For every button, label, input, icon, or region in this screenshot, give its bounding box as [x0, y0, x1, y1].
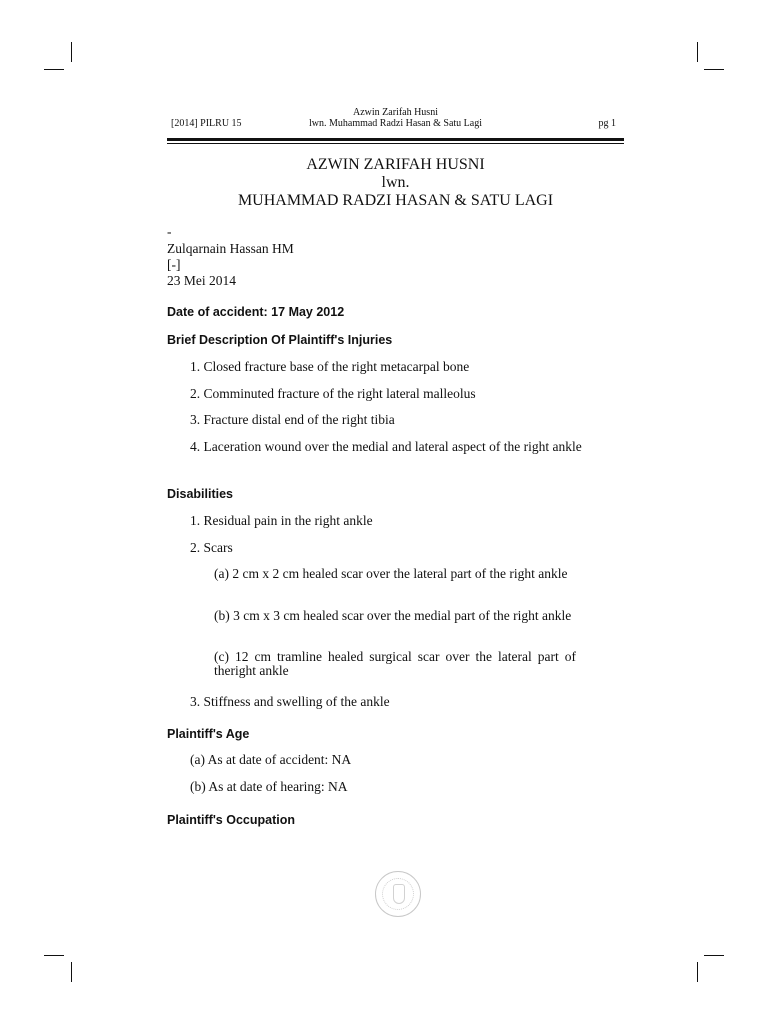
injury-item: 3. Fracture distal end of the right tibia	[190, 412, 395, 427]
scar-item: (a) 2 cm x 2 cm healed scar over the lateral part of the right ankle	[214, 566, 568, 581]
scar-item: (b) 3 cm x 3 cm healed scar over the medial part of the right ankle	[214, 608, 572, 623]
header-rule-thick	[167, 138, 624, 141]
header-rule-thin	[167, 143, 624, 144]
crop-mark	[704, 69, 724, 70]
injury-item: 1. Closed fracture base of the right metacarpal bone	[190, 359, 470, 374]
age-item: (a) As at date of accident: NA	[190, 752, 352, 767]
disability-item: 2. Scars	[190, 540, 233, 555]
header-case-line1: Azwin Zarifah Husni	[353, 107, 438, 118]
case-reference: [-]	[167, 257, 181, 272]
crop-mark	[697, 42, 698, 62]
injuries-heading: Brief Description Of Plaintiff's Injuries	[167, 333, 393, 347]
disabilities-heading: Disabilities	[167, 487, 233, 501]
header-case-line2: lwn. Muhammad Radzi Hasan & Satu Lagi	[308, 118, 483, 129]
judgment-date: 23 Mei 2014	[167, 273, 236, 288]
case-title-line1: AZWIN ZARIFAH HUSNI	[306, 156, 485, 173]
judge-name: Zulqarnain Hassan HM	[167, 241, 294, 256]
crop-mark	[71, 42, 72, 62]
disability-item: 1. Residual pain in the right ankle	[190, 513, 373, 528]
seal-watermark-icon	[375, 871, 421, 917]
injury-item: 2. Comminuted fracture of the right lateral malleolus	[190, 386, 476, 401]
meta-dash: -	[167, 224, 172, 239]
disability-item: 3. Stiffness and swelling of the ankle	[190, 694, 390, 709]
crop-mark	[44, 955, 64, 956]
crop-mark	[44, 69, 64, 70]
age-item: (b) As at date of hearing: NA	[190, 779, 348, 794]
case-title-line2: lwn.	[381, 174, 410, 191]
scar-item: (c) 12 cm tramline healed surgical scar over the lateral part of theright ankle	[214, 649, 576, 678]
crop-mark	[697, 962, 698, 982]
crop-mark	[71, 962, 72, 982]
header-page-number: pg 1	[598, 118, 616, 129]
occupation-heading: Plaintiff's Occupation	[167, 813, 295, 827]
crop-mark	[704, 955, 724, 956]
accident-date: Date of accident: 17 May 2012	[167, 305, 345, 319]
header-citation: [2014] PILRU 15	[171, 118, 242, 129]
case-title-line3: MUHAMMAD RADZI HASAN & SATU LAGI	[237, 192, 554, 209]
age-heading: Plaintiff's Age	[167, 727, 250, 741]
injury-item: 4. Laceration wound over the medial and lateral aspect of the right ankle	[190, 439, 582, 454]
